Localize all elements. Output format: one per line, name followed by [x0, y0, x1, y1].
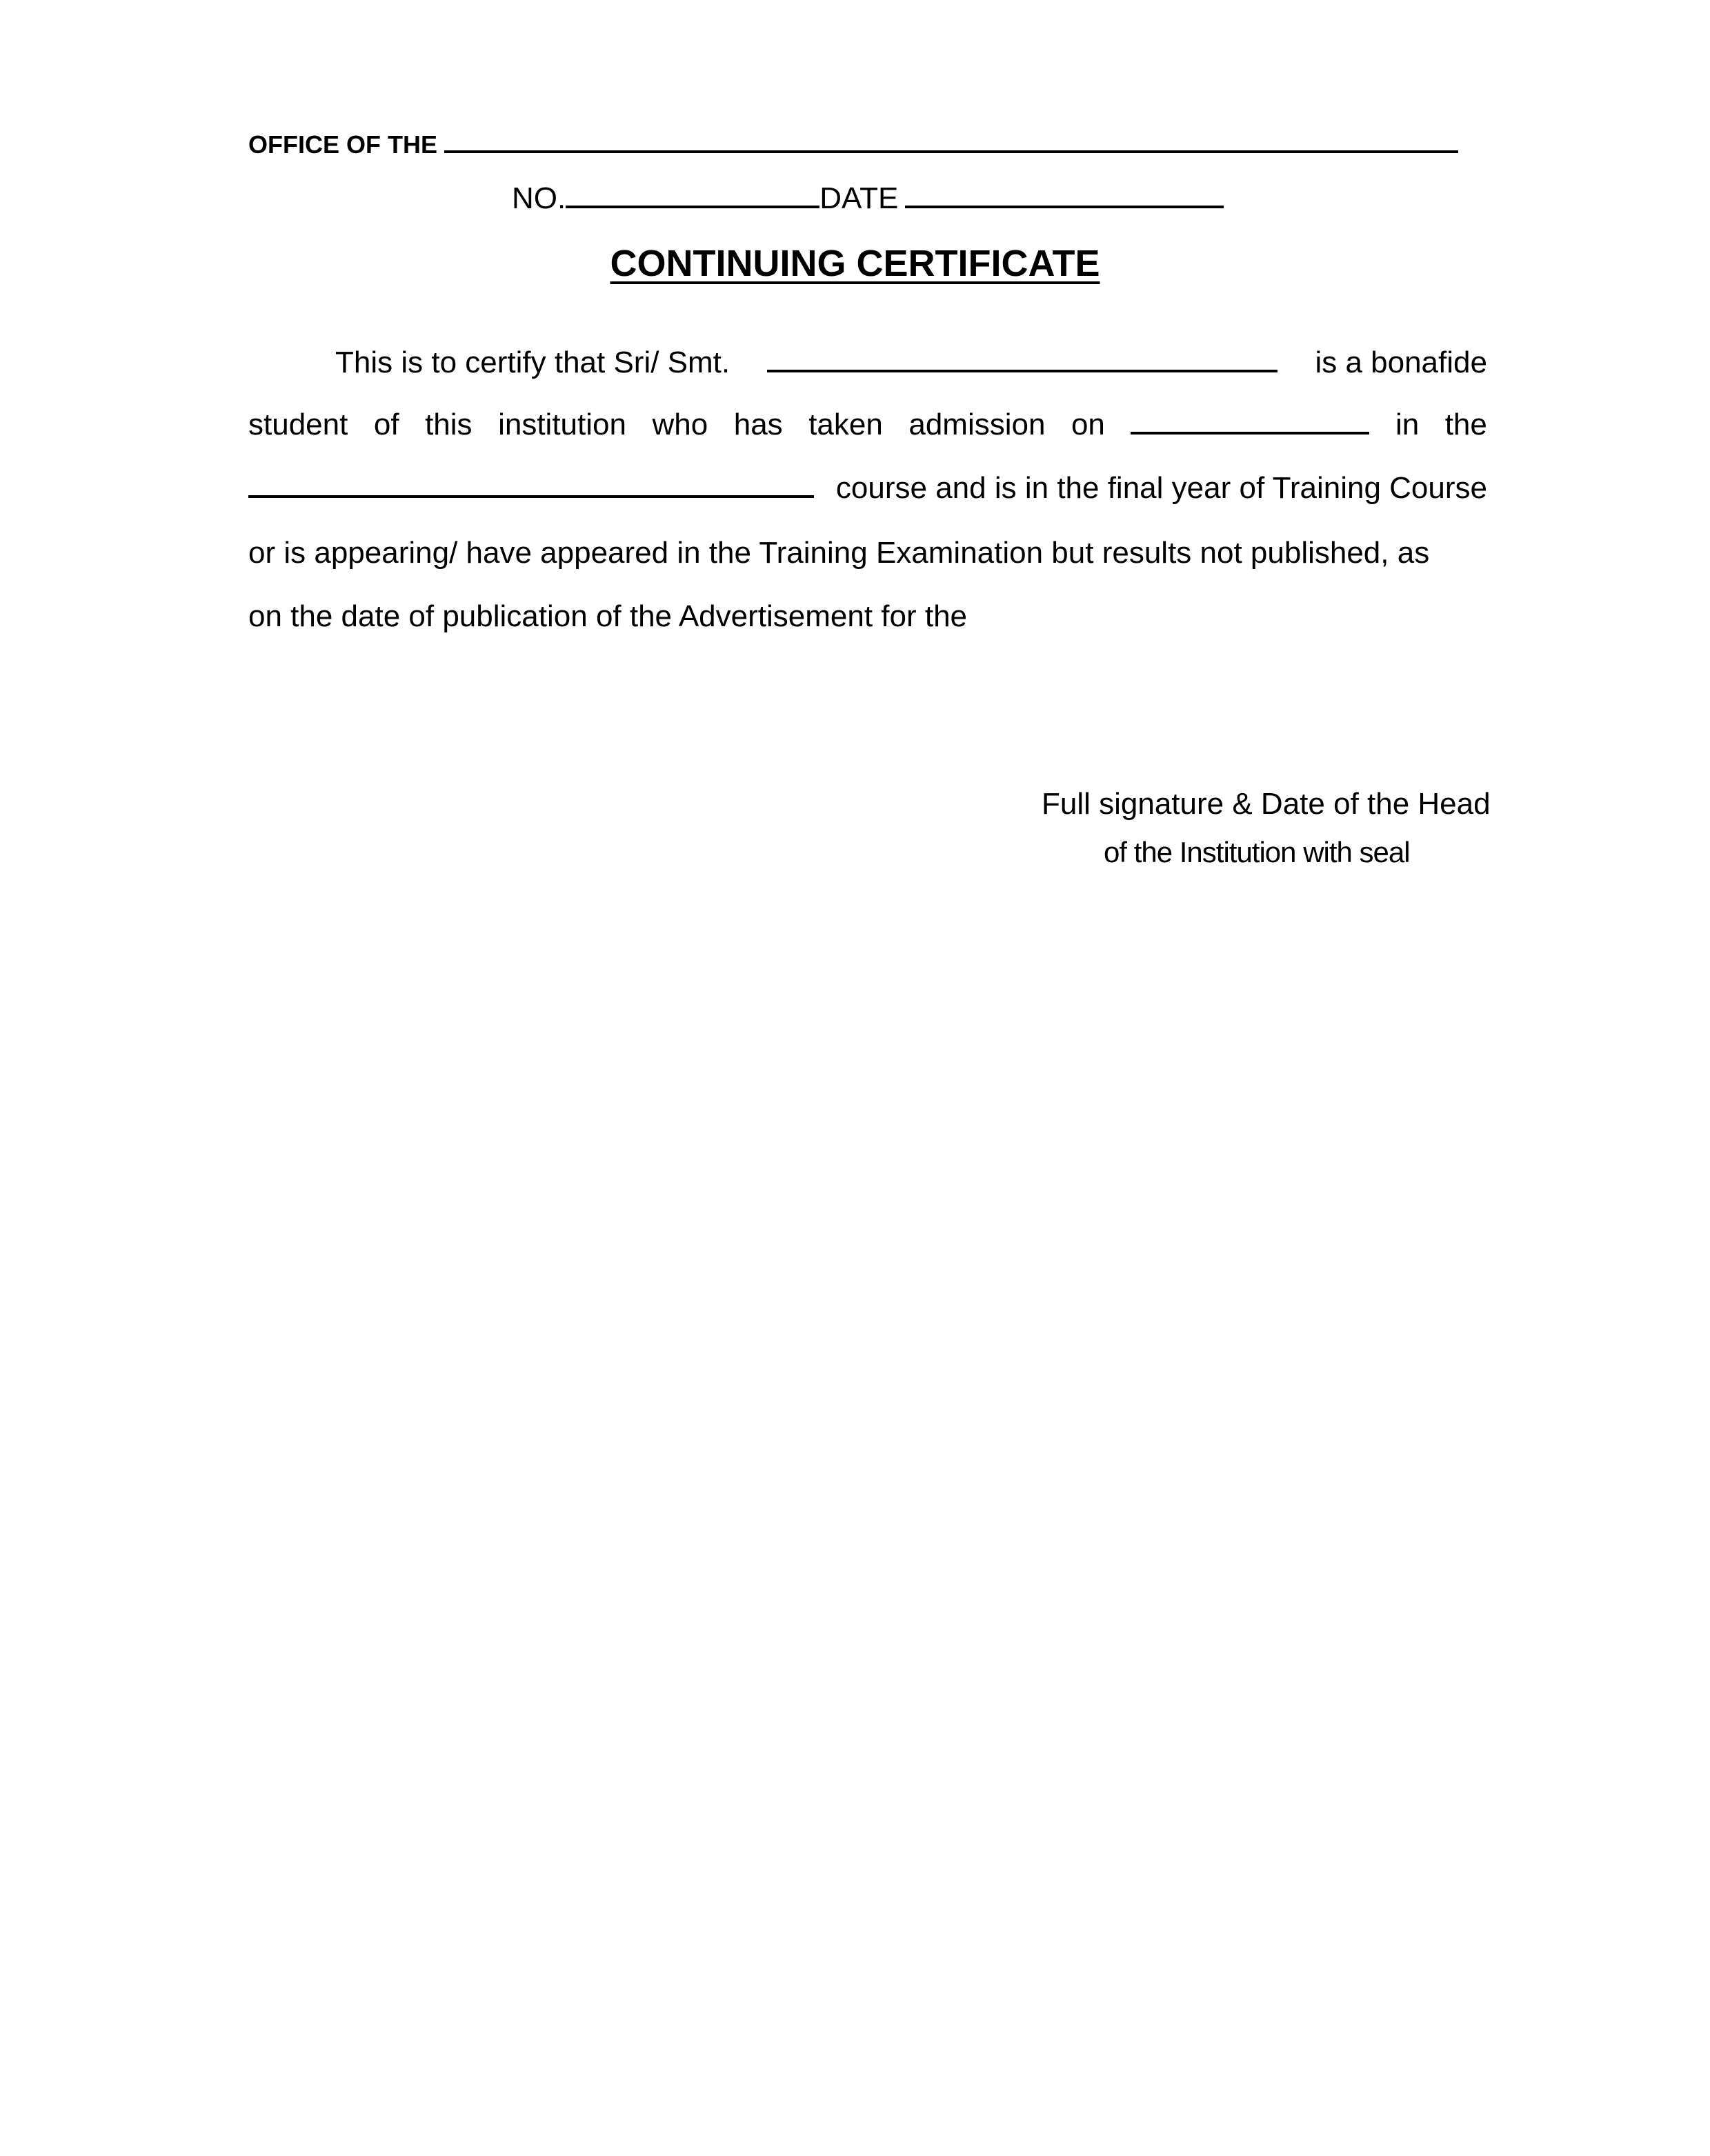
- office-blank: [444, 126, 1458, 153]
- body-line-1-end: is a bonafide: [1315, 346, 1487, 379]
- body-word: has: [733, 408, 783, 441]
- number-blank: [566, 181, 819, 208]
- body-word: who: [652, 408, 708, 441]
- signature-label-line-1: Full signature & Date of the Head: [1042, 787, 1491, 821]
- body-word: the: [1444, 408, 1487, 441]
- body-line-3: [248, 470, 1487, 506]
- name-blank: [767, 345, 1277, 372]
- certificate-title: CONTINUING CERTIFICATE: [610, 243, 1100, 284]
- date-label: DATE: [819, 181, 899, 215]
- body-word: admission: [908, 408, 1046, 441]
- body-word: this: [425, 408, 473, 441]
- date-blank: [905, 181, 1224, 208]
- body-word: taken: [808, 408, 883, 441]
- body-line-4-text: or is appearing/ have appeared in the Training Examination but results not published, as: [248, 536, 1430, 570]
- body-line-4: [248, 535, 1487, 571]
- office-of-line: [248, 126, 1458, 163]
- course-blank: [248, 470, 814, 498]
- body-line-1-start: This is to certify that Sri/ Smt.: [335, 346, 730, 379]
- admission-date-blank: [1131, 407, 1369, 435]
- body-word: on: [1071, 408, 1105, 441]
- number-date-line: [512, 181, 1224, 217]
- no-label: NO.: [512, 181, 566, 215]
- office-label: OFFICE OF THE: [248, 130, 437, 159]
- body-word: of: [373, 408, 399, 441]
- body-line-2: [248, 407, 1487, 443]
- body-line-1: [335, 345, 1487, 381]
- body-word: student: [248, 408, 348, 441]
- body-word: in: [1395, 408, 1420, 441]
- body-word: institution: [498, 408, 626, 441]
- body-line-5: on the date of publication of the Advertisement for the: [248, 599, 968, 633]
- body-line-3-end: course and is in the final year of Training Course: [835, 471, 1487, 505]
- signature-label-line-2: of the Institution with seal: [1104, 836, 1410, 868]
